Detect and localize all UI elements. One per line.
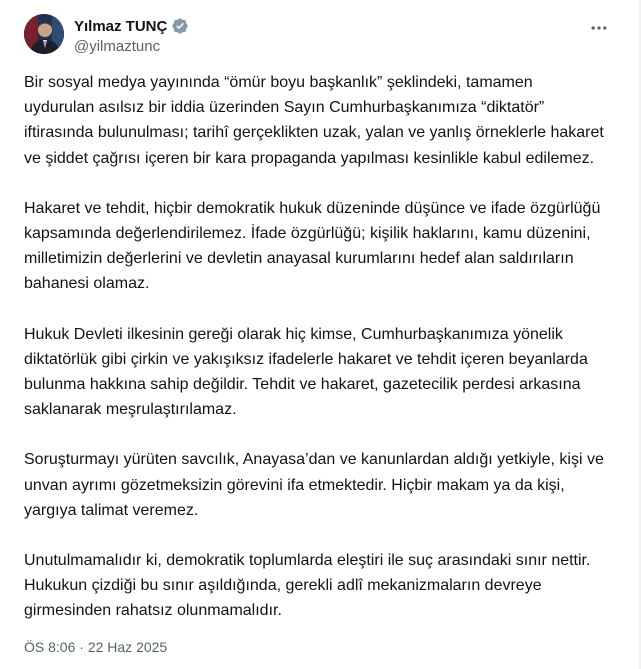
author-display-name[interactable]: Yılmaz TUNÇ bbox=[74, 17, 168, 35]
tweet-paragraph: Soruşturmayı yürüten savcılık, Anayasa’dan ve kanunlardan aldığı yetkiyle, kişi ve unvan ayrımı gözetmeksizin görevini ifa etmektedir. Hiçbir makam ya da kişi, yargıya talimat veremez. bbox=[24, 451, 604, 519]
tweet-header bbox=[20, 14, 620, 58]
avatar[interactable] bbox=[24, 14, 64, 54]
tweet-time[interactable]: ÖS 8:06 bbox=[24, 639, 76, 655]
author-handle[interactable]: @yilmaztunc bbox=[74, 38, 161, 55]
tweet-paragraph: Hukuk Devleti ilkesinin gereği olarak hiç kimse, Cumhurbaşkanımıza yönelik diktatörlük gibi çirkin ve yakışıksız ifadelerle hakaret ve tehdit içeren beyanlarda bulunma hakkına sahip değildir. Tehdit ve hakaret, gazetecilik perdesi arkasına saklanarak meşrulaştırılamaz. bbox=[24, 325, 588, 419]
more-options-button[interactable] bbox=[584, 16, 614, 40]
tweet-paragraph: Bir sosyal medya yayınında “ömür boyu başkanlık” şeklindeki, tamamen uydurulan asılsız bir iddia üzerinden Sayın Cumhurbaşkanımıza “diktatör” iftirasında bulunulması; tarihî gerçeklikten uzak, yalan ve yanlış örneklerle hakaret ve şiddet çağrısı içeren bir kara propaganda yapılması kesinlikle kabul edilemez. bbox=[24, 74, 604, 167]
avatar-image bbox=[24, 14, 64, 54]
tweet-paragraph: Hakaret ve tehdit, hiçbir demokratik hukuk düzeninde düşünce ve ifade özgürlüğü kapsamında değerlendirilemez. İfade özgürlüğü; kişilik haklarını, kamu düzenini, milletimizin değerlerini ve devletin anayasal kurumlarını hedef alan saldırıların bahanesi olamaz. bbox=[24, 199, 601, 293]
timestamp-separator: · bbox=[79, 639, 84, 655]
verified-badge-icon bbox=[171, 17, 189, 35]
display-name-row bbox=[74, 16, 189, 36]
tweet-paragraph: Unutulmamalıdır ki, demokratik toplumlarda eleştiri ile suç arasındaki sınır nettir. Hukukun çizdiği bu sınır aşıldığında, gerekli adlî mekanizmaların devreye girmesinden rahatsız olunmamalıdır. bbox=[24, 552, 591, 620]
tweet-timestamp bbox=[24, 639, 167, 655]
tweet-date[interactable]: 22 Haz 2025 bbox=[87, 639, 168, 655]
author-names bbox=[74, 16, 189, 55]
more-options-icon bbox=[589, 18, 609, 38]
tweet-text bbox=[24, 70, 604, 649]
